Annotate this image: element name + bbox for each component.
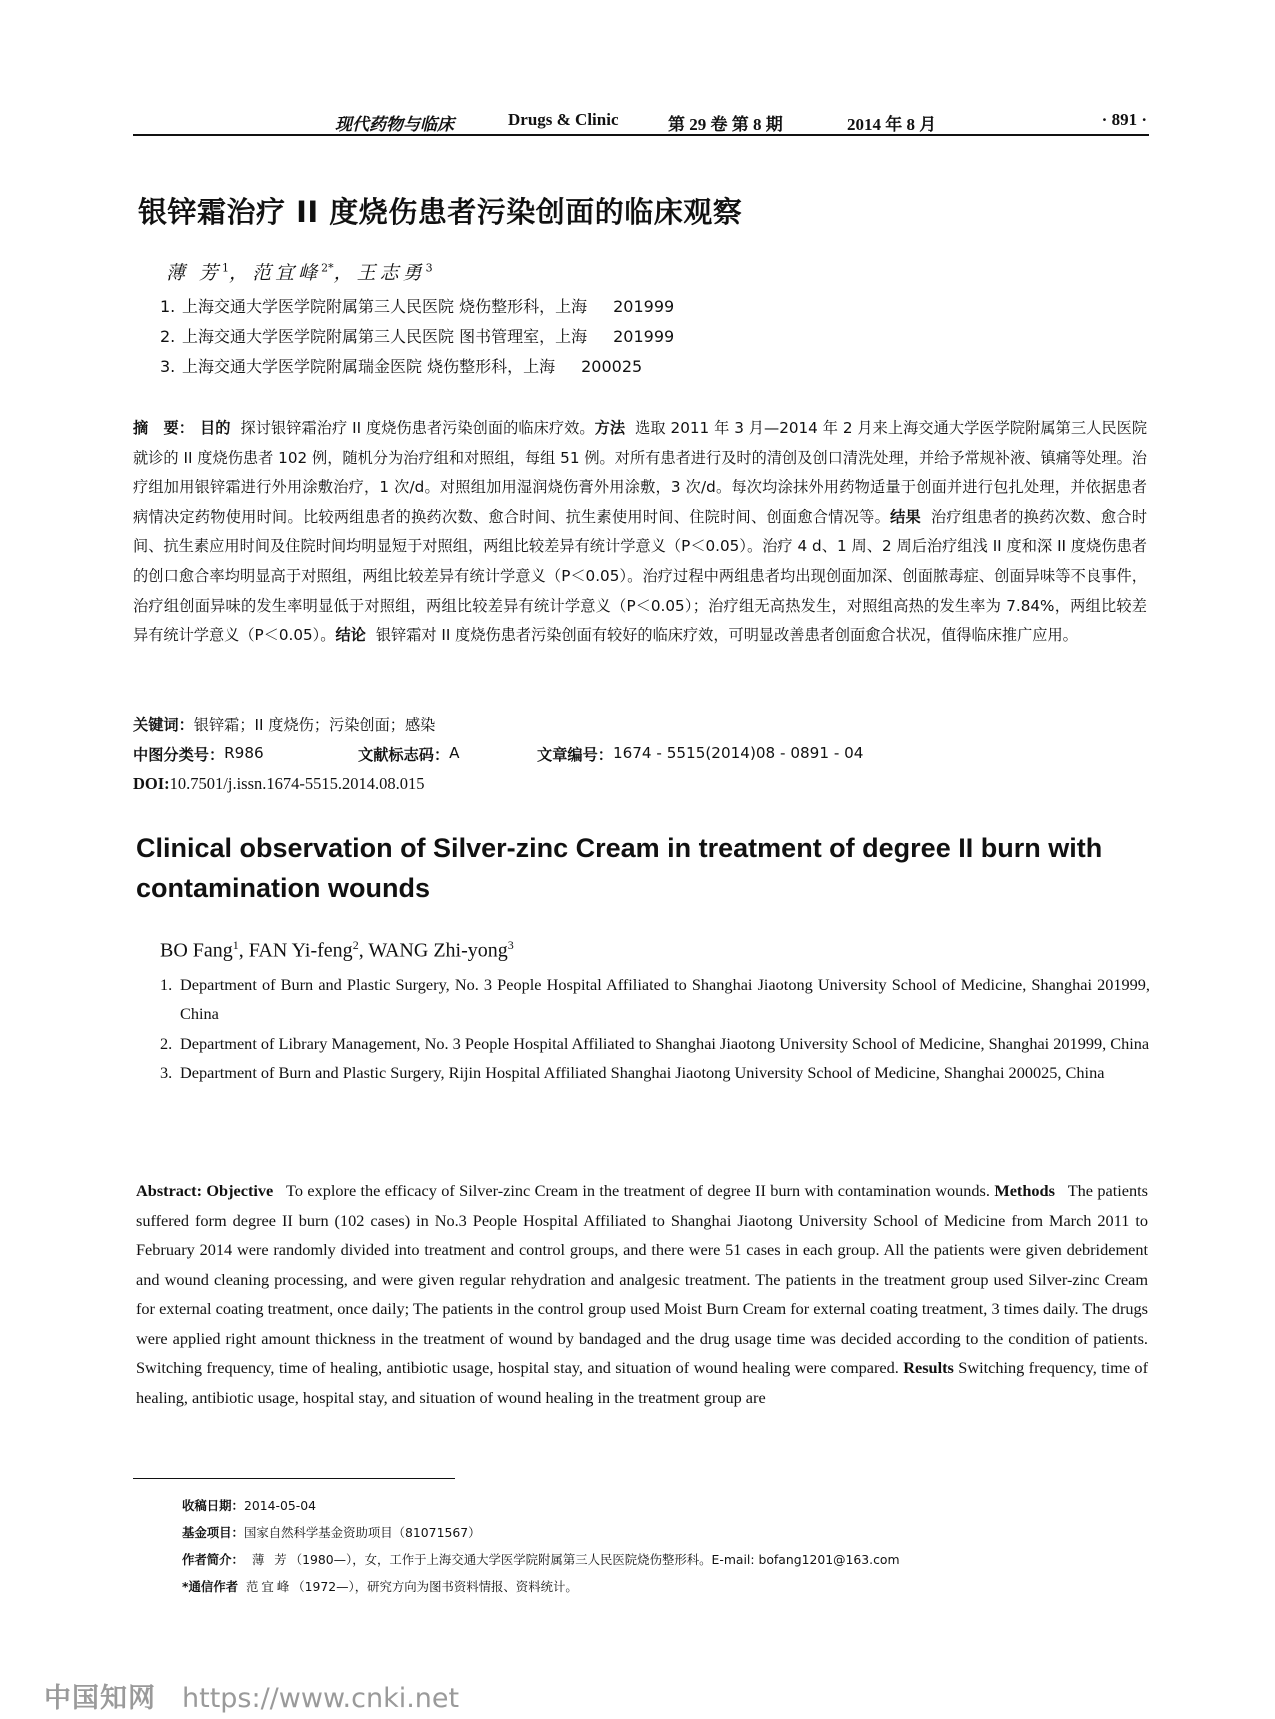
- author-superscript: 3: [425, 261, 433, 275]
- article-id-value: 1674 - 5515(2014)08 - 0891 - 04: [612, 744, 864, 762]
- running-header: [133, 108, 1149, 134]
- article-title-en: Clinical observation of Silver-zinc Cream in treatment of degree II burn with contamination wounds: [136, 833, 1103, 903]
- corr-name: 范宜峰: [246, 1579, 293, 1594]
- affiliation-item: [160, 970, 1150, 1029]
- affiliation-list-en: [160, 970, 1150, 1087]
- article-id-field: [537, 744, 864, 765]
- author-name: 王志勇: [356, 262, 426, 284]
- author-separator: ,: [238, 939, 249, 962]
- affiliation-text: Department of Burn and Plastic Surgery, No. 3 People Hospital Affiliated to Shanghai Jiaotong University School of Medicine, Shanghai 201999, China: [180, 975, 1150, 1024]
- watermark-site-name: 中国知网: [44, 1683, 156, 1714]
- methods-text: 选取 2011 年 3 月—2014 年 2 月来上海交通大学医学院附属第三人民医院就诊的 II 度烧伤患者 102 例，随机分为治疗组和对照组，每组 51 例。对所有患者进行及时的清创及创口清洗处理，并给予常规补液、镇痛等处理。治疗组加用银锌霜进行外用涂敷治疗，1 次/d。对照组加用湿润烧伤膏外用涂敷，3 次/d。每次均涂抹外用药物适量于创面并进行包扎处理，并依据患者病情决定药物使用时间。比较两组患者的换药次数、愈合时间、抗生素使用时间、住院时间、创面愈合情况等。: [133, 419, 1148, 526]
- watermark-url: https://www.cnki.net: [182, 1683, 460, 1714]
- footnote-rule: [133, 1478, 455, 1479]
- objective-label: 目的: [200, 419, 231, 437]
- keywords-label: 关键词：: [133, 716, 194, 734]
- results-label: Results: [903, 1358, 954, 1377]
- issue-date: 2014 年 8 月: [847, 115, 937, 134]
- affiliation-text: 上海交通大学医学院附属第三人民医院 图书管理室，上海: [182, 327, 588, 346]
- affiliation-text: Department of Burn and Plastic Surgery, Rijin Hospital Affiliated Shanghai Jiaotong University School of Medicine, Shanghai 200025, China: [180, 1062, 1105, 1082]
- journal-name-en: Drugs & Clinic: [508, 110, 619, 129]
- clc-label: 中图分类号：: [133, 746, 225, 764]
- doc-code-field: [358, 744, 460, 765]
- article-id-label: 文章编号：: [537, 746, 613, 764]
- affiliation-number: 2.: [160, 327, 176, 346]
- clc-field: [133, 744, 264, 765]
- affiliation-text: 上海交通大学医学院附属第三人民医院 烧伤整形科，上海: [182, 297, 588, 316]
- keywords-text: 银锌霜；II 度烧伤；污染创面；感染: [193, 716, 436, 734]
- author-separator: ,: [358, 939, 369, 962]
- received-label: 收稿日期：: [182, 1498, 244, 1513]
- postal-code: 200025: [581, 357, 643, 376]
- author-name: 薄 芳: [166, 262, 223, 284]
- footnote-fund: [182, 1519, 1142, 1546]
- affiliation-number: 2.: [160, 1033, 173, 1053]
- author-superscript: 2*: [321, 261, 334, 275]
- abstract-label: 摘 要：: [133, 419, 194, 437]
- header-rule: [133, 134, 1149, 136]
- received-date: 2014-05-04: [243, 1498, 316, 1513]
- footnote-corresponding: [182, 1573, 1142, 1600]
- objective-text: To explore the efficacy of Silver-zinc Cream in the treatment of degree II burn with contamination wounds.: [286, 1181, 990, 1200]
- journal-name-cn: 现代药物与临床: [335, 115, 454, 134]
- affiliation-item: [160, 292, 674, 322]
- affiliation-item: [160, 352, 674, 382]
- conclusion-text: 银锌霜对 II 度烧伤患者污染创面有较好的临床疗效，可明显改善患者创面愈合状况，值得临床推广应用。: [375, 626, 1078, 645]
- cnki-watermark: [44, 1676, 459, 1715]
- author-superscript: 1: [232, 938, 239, 952]
- affiliation-item: [160, 322, 674, 352]
- page-number: · 891 ·: [1101, 110, 1147, 129]
- methods-label: 方法: [594, 419, 626, 437]
- affiliation-list-cn: [160, 292, 674, 382]
- affiliation-number: 3.: [160, 1062, 173, 1082]
- bio-name: 薄 芳: [251, 1552, 290, 1567]
- objective-label: Objective: [206, 1181, 274, 1200]
- footnote-received: [182, 1492, 1142, 1519]
- results-label: 结果: [890, 507, 921, 526]
- keywords-cn: [133, 714, 1147, 735]
- doc-code-value: A: [449, 744, 460, 762]
- author-superscript: 2: [352, 938, 359, 952]
- affiliation-item: [160, 1029, 1150, 1058]
- results-text: Switching frequency, time of healing, antibiotic usage, hospital stay, and situation of wound healing in the treatment group are: [136, 1358, 1148, 1407]
- article-title-cn: 银锌霜治疗 II 度烧伤患者污染创面的临床观察: [138, 195, 743, 229]
- conclusion-label: 结论: [335, 626, 366, 645]
- author-superscript: 3: [507, 938, 514, 952]
- objective-text: 探讨银锌霜治疗 II 度烧伤患者污染创面的临床疗效。: [240, 419, 595, 437]
- abstract-en: [136, 1176, 1148, 1412]
- doc-code-label: 文献标志码：: [358, 746, 450, 764]
- bio-label: 作者简介：: [182, 1552, 244, 1567]
- abstract-label: Abstract:: [136, 1181, 203, 1200]
- author-list-cn: [166, 258, 433, 285]
- author-superscript: 1: [222, 261, 230, 275]
- volume-issue: 第 29 卷 第 8 期: [668, 115, 783, 134]
- author-name: BO Fang: [160, 939, 233, 962]
- footnotes: [182, 1492, 1142, 1600]
- results-text: 治疗组患者的换药次数、愈合时间、抗生素应用时间及住院时间均明显短于对照组，两组比较差异有统计学意义（P＜0.05）。治疗 4 d、1 周、2 周后治疗组浅 II 度和深 II 度烧伤患者的创口愈合率均明显高于对照组，两组比较差异有统计学意义（P＜0.05）。治疗过程中两组患者均出现创面加深、创面脓毒症、创面异味等不良事件，治疗组创面异味的发生率明显低于对照组，两组比较差异有统计学意义（P＜0.05）；治疗组无高热发生，对照组高热的发生率为 7.84%，两组比较差异有统计学意义（P＜0.05）。: [133, 507, 1148, 645]
- fund-text: 国家自然科学基金资助项目（81071567）: [243, 1525, 481, 1540]
- author-name: WANG Zhi-yong: [368, 939, 508, 962]
- affiliation-text: Department of Library Management, No. 3 People Hospital Affiliated to Shanghai Jiaotong University School of Medicine, Shanghai 201999, China: [180, 1033, 1150, 1053]
- doi-label: DOI:: [133, 774, 170, 793]
- footnote-author-bio: [182, 1546, 1142, 1573]
- postal-code: 201999: [613, 297, 675, 316]
- corr-label: *通信作者: [182, 1579, 239, 1594]
- affiliation-number: 1.: [160, 297, 176, 316]
- doi-line: [133, 774, 1147, 794]
- author-separator: ，: [333, 262, 357, 284]
- clc-value: R986: [224, 744, 264, 762]
- author-separator: ，: [229, 262, 253, 284]
- affiliation-number: 3.: [160, 357, 176, 376]
- fund-label: 基金项目：: [182, 1525, 244, 1540]
- bio-text: （1980—），女，工作于上海交通大学医学院附属第三人民医院烧伤整形科。E-mail: bofang1201@163.com: [289, 1552, 900, 1567]
- affiliation-number: 1.: [160, 975, 173, 994]
- methods-text: The patients suffered form degree II burn (102 cases) in No.3 People Hospital Affiliated to Shanghai Jiaotong University School of Medicine from March 2011 to February 2014 were randomly divided into treatment and control groups, and there were 51 cases in each group. All the patients were given debridement and wound cleaning processing, and were given regular rehydration and analgesic treatment. The patients in the treatment group used Silver-zinc Cream for external coating treatment, once daily; The patients in the control group used Moist Burn Cream for external coating treatment, 3 times daily. The drugs were applied right amount thickness in the treatment of wound by bandaged and the drug usage time was decided according to the condition of patients. Switching frequency, time of healing, antibiotic usage, hospital stay, and situation of wound healing were compared.: [136, 1181, 1149, 1377]
- abstract-cn: [133, 414, 1147, 651]
- author-name: FAN Yi-feng: [248, 939, 353, 962]
- postal-code: 201999: [613, 327, 675, 346]
- author-list-en: [160, 938, 514, 963]
- author-name: 范宜峰: [252, 262, 322, 284]
- corr-text: （1972—），研究方向为图书资料情报、资料统计。: [292, 1579, 578, 1594]
- doi-value: 10.7501/j.issn.1674-5515.2014.08.015: [169, 774, 425, 793]
- affiliation-item: [160, 1058, 1150, 1087]
- methods-label: Methods: [994, 1181, 1055, 1200]
- affiliation-text: 上海交通大学医学院附属瑞金医院 烧伤整形科，上海: [182, 357, 556, 376]
